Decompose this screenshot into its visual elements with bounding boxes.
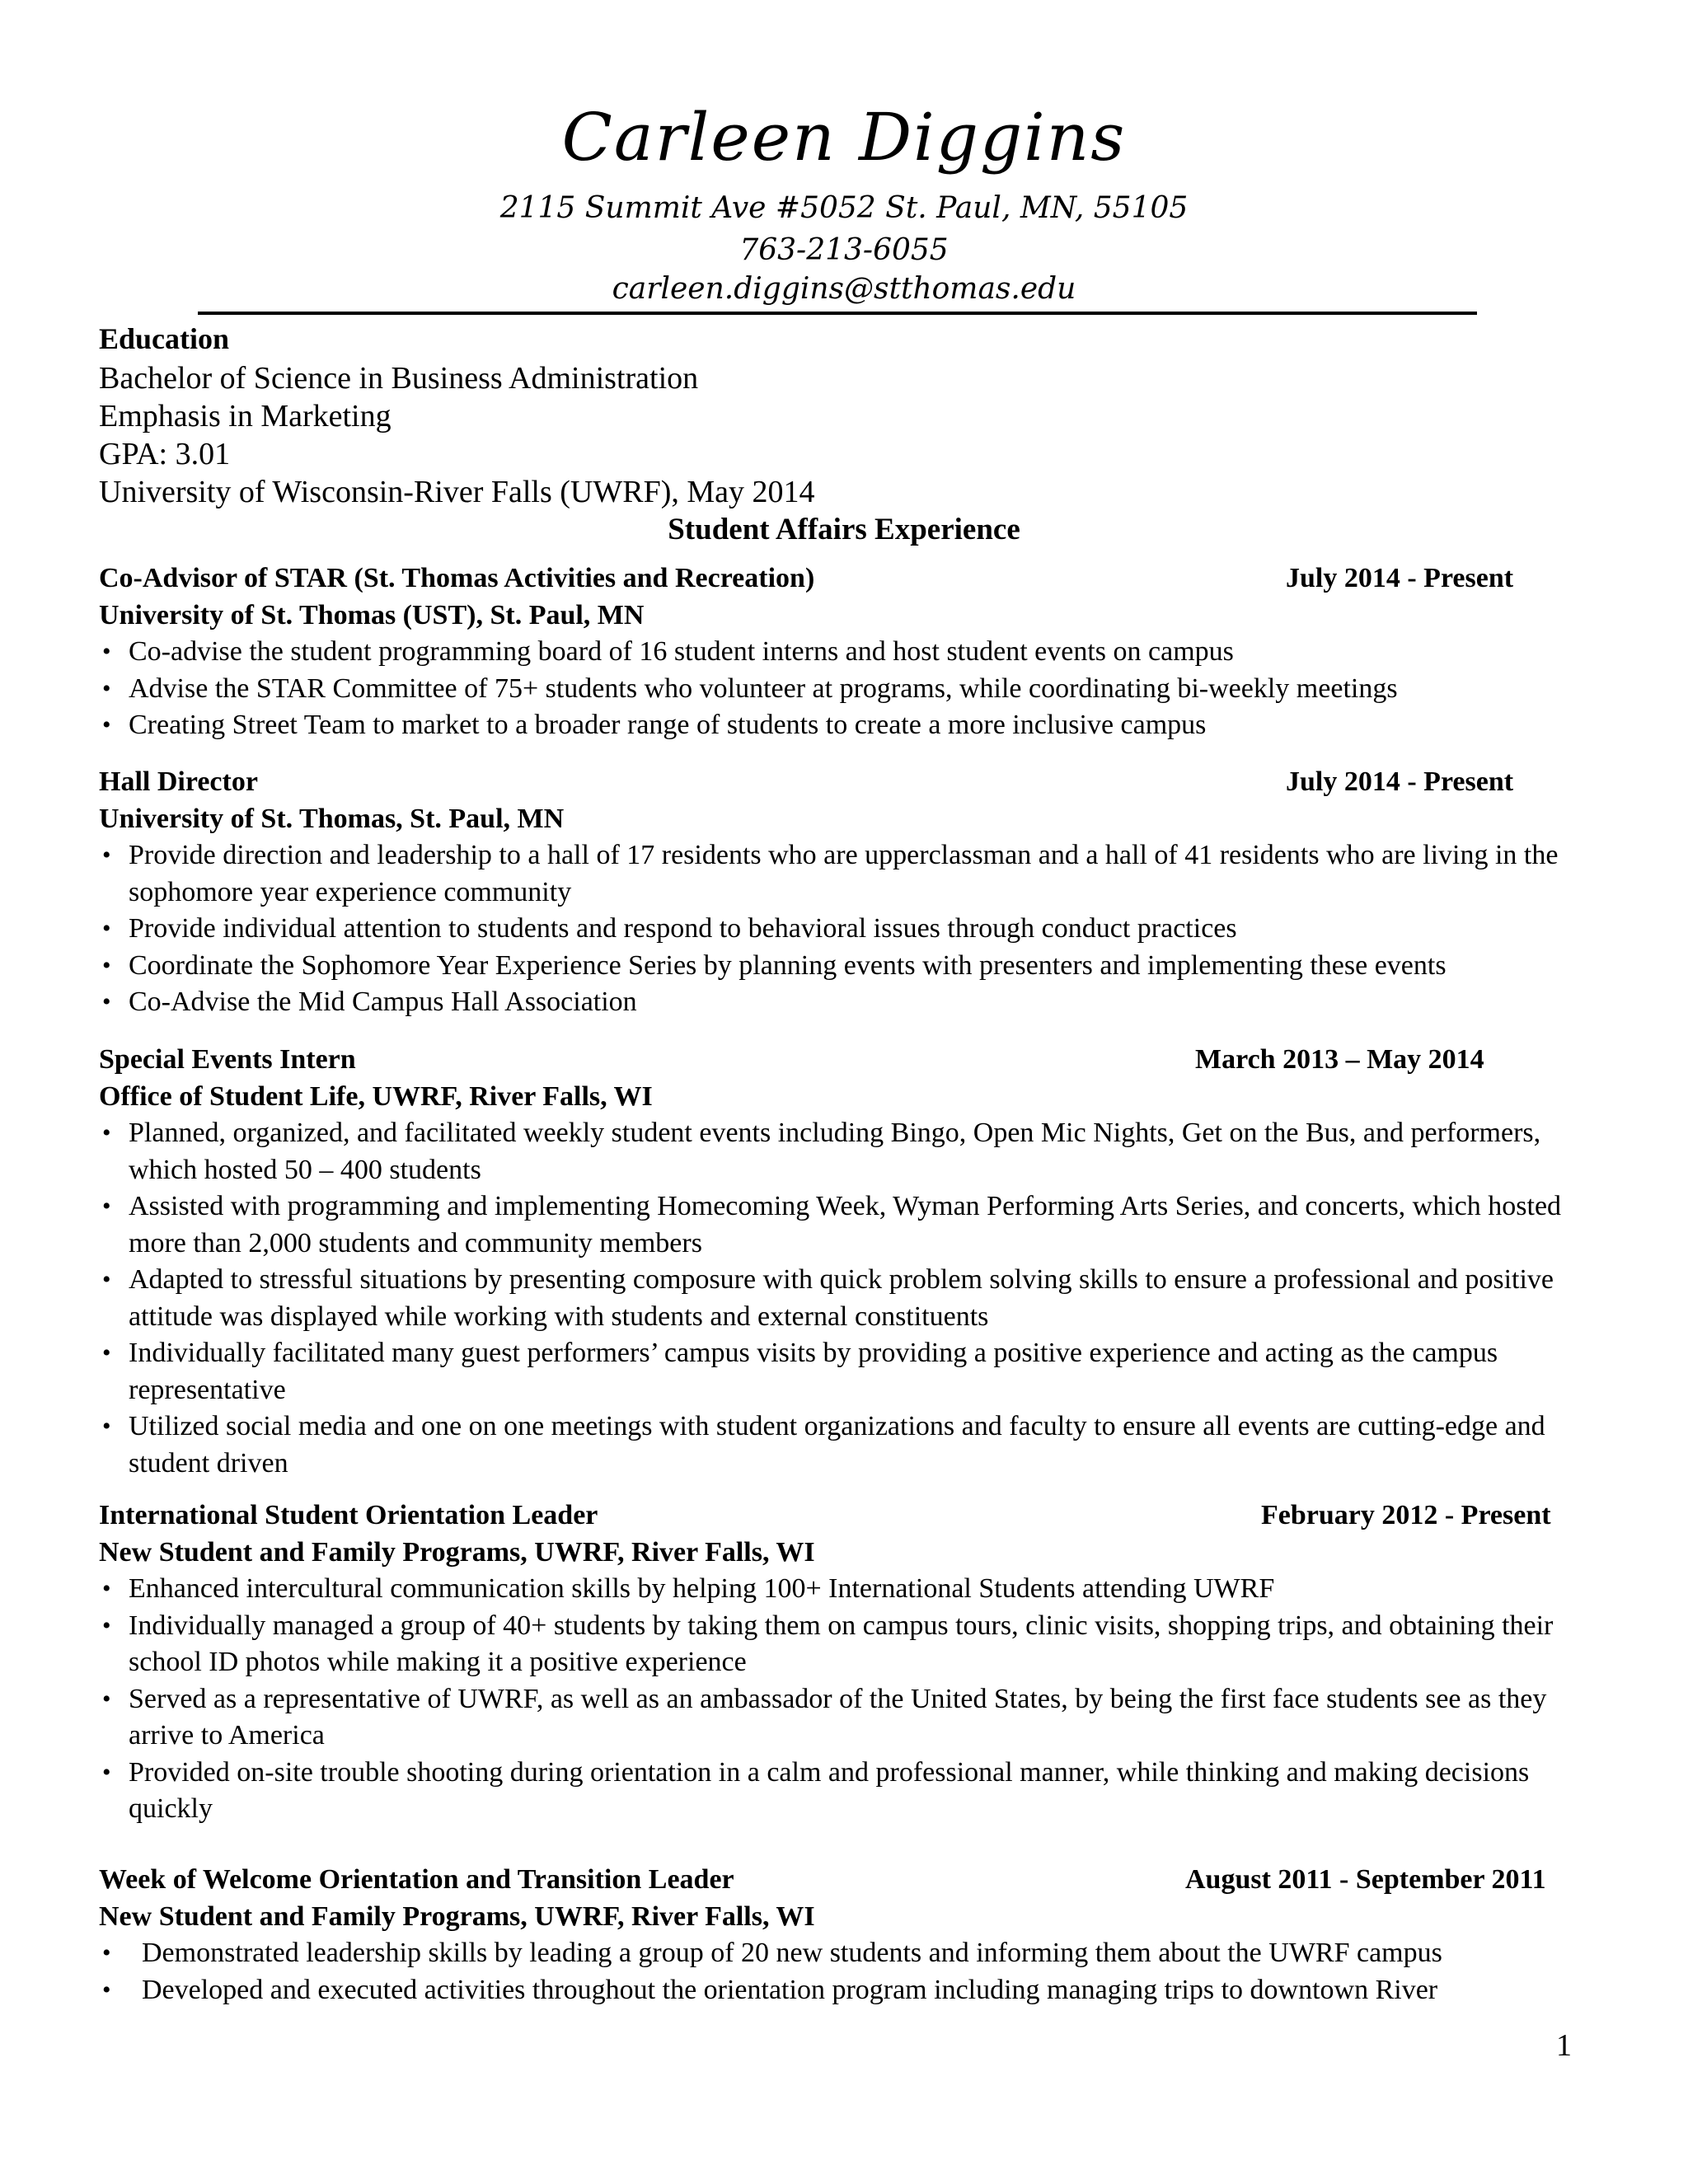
job-bullets	[99, 1935, 1582, 2008]
bullet-item: • Adapted to stressful situations by presenting composure with quick problem solving skills to ensure a professional and positive attitude was displayed while working with students and external constituents	[99, 1262, 1587, 1335]
job-entry	[99, 1864, 1582, 2008]
bullet-item: • Provide individual attention to students and respond to behavioral issues through conduct practices	[99, 911, 1587, 948]
education-gpa: GPA: 3.01	[99, 437, 231, 471]
bullet-icon: •	[102, 1193, 111, 1220]
job-title: Week of Welcome Orientation and Transition Leader	[99, 1864, 734, 1895]
job-bullets	[99, 634, 1582, 744]
bullet-item: • Planned, organized, and facilitated weekly student events including Bingo, Open Mic Nights, Get on the Bus, and performers, which hosted 50 – 400 students	[99, 1115, 1587, 1188]
page-number: 1	[1556, 2028, 1572, 2063]
bullet-icon: •	[102, 1266, 111, 1293]
bullet-item: • Utilized social media and one on one meetings with student organizations and faculty to ensure all events are cutting-edge and student driven	[99, 1408, 1587, 1482]
bullet-icon: •	[102, 1975, 111, 2004]
bullet-icon: •	[102, 915, 111, 942]
job-bullets	[99, 1115, 1582, 1482]
candidate-name: Carleen Diggins	[561, 99, 1127, 176]
job-dates: March 2013 – May 2014	[1195, 1044, 1484, 1075]
bullet-item: • Developed and executed activities throughout the orientation program including managing trips to downtown River	[99, 1972, 1601, 2009]
job-entry	[99, 1500, 1582, 1828]
bullet-item: • Individually facilitated many guest performers’ campus visits by providing a positive experience and acting as the campus representative	[99, 1335, 1587, 1408]
bullet-item: • Served as a representative of UWRF, as well as an ambassador of the United States, by being the first face students see as they arrive to America	[99, 1681, 1587, 1755]
job-bullets	[99, 1571, 1582, 1828]
bullet-icon: •	[102, 1685, 111, 1713]
bullet-icon: •	[102, 841, 111, 869]
job-title: International Student Orientation Leader	[99, 1500, 598, 1530]
bullet-icon: •	[102, 951, 111, 979]
education-heading: Education	[99, 322, 230, 355]
bullet-item: • Individually managed a group of 40+ students by taking them on campus tours, clinic visits, shopping trips, and obtaining their school ID photos while making it a positive experience	[99, 1608, 1587, 1681]
bullet-icon: •	[102, 1939, 111, 1966]
job-bullets	[99, 837, 1582, 1021]
education-degree: Bachelor of Science in Business Administration	[99, 361, 699, 396]
bullet-item: • Provided on-site trouble shooting during orientation in a calm and professional manner, while thinking and making decisions quickly	[99, 1755, 1587, 1828]
job-entry	[99, 766, 1582, 1021]
job-organization: New Student and Family Programs, UWRF, River Falls, WI	[99, 1537, 815, 1568]
job-organization: University of St. Thomas, St. Paul, MN	[99, 804, 565, 834]
bullet-item: • Enhanced intercultural communication skills by helping 100+ International Students attending UWRF	[99, 1571, 1587, 1608]
education-emphasis: Emphasis in Marketing	[99, 399, 392, 434]
job-organization: University of St. Thomas (UST), St. Paul, MN	[99, 600, 645, 630]
email-address[interactable]: carleen.diggins@stthomas.edu	[612, 272, 1076, 306]
bullet-item: • Coordinate the Sophomore Year Experience Series by planning events with presenters and implementing these events	[99, 948, 1587, 985]
job-entry	[99, 563, 1582, 744]
bullet-icon: •	[102, 1413, 111, 1440]
bullet-icon: •	[102, 711, 111, 738]
address: 2115 Summit Ave #5052 St. Paul, MN, 55105	[499, 191, 1189, 225]
bullet-icon: •	[102, 1119, 111, 1146]
bullet-icon: •	[102, 1758, 111, 1786]
job-organization: New Student and Family Programs, UWRF, River Falls, WI	[99, 1901, 815, 1932]
job-organization: Office of Student Life, UWRF, River Falls, WI	[99, 1081, 653, 1112]
job-title: Special Events Intern	[99, 1044, 356, 1075]
experience-heading: Student Affairs Experience	[668, 513, 1020, 546]
job-title: Co-Advisor of STAR (St. Thomas Activities and Recreation)	[99, 563, 815, 593]
bullet-item: • Assisted with programming and implementing Homecoming Week, Wyman Performing Arts Series, and concerts, which hosted more than 2,000 students and community members	[99, 1188, 1587, 1262]
job-title: Hall Director	[99, 766, 258, 797]
job-entry	[99, 1044, 1582, 1482]
bullet-item: • Co-advise the student programming board of 16 student interns and host student events on campus	[99, 634, 1587, 671]
job-dates: July 2014 - Present	[1286, 563, 1514, 593]
bullet-item: • Co-Advise the Mid Campus Hall Association	[99, 984, 1587, 1021]
bullet-item: • Creating Street Team to market to a broader range of students to create a more inclusive campus	[99, 707, 1587, 744]
bullet-icon: •	[102, 1611, 111, 1639]
education-school: University of Wisconsin-River Falls (UWRF), May 2014	[99, 475, 815, 509]
bullet-icon: •	[102, 638, 111, 665]
bullet-icon: •	[102, 1339, 111, 1366]
bullet-item: • Provide direction and leadership to a hall of 17 residents who are upperclassman and a hall of 41 residents who are living in the sophomore year experience community	[99, 837, 1587, 911]
job-dates: February 2012 - Present	[1261, 1500, 1551, 1530]
phone-number: 763-213-6055	[739, 233, 949, 267]
job-dates: August 2011 - September 2011	[1185, 1864, 1546, 1895]
job-dates: July 2014 - Present	[1286, 766, 1514, 797]
bullet-item: • Demonstrated leadership skills by leading a group of 20 new students and informing them about the UWRF campus	[99, 1935, 1601, 1972]
bullet-icon: •	[102, 1575, 111, 1602]
bullet-icon: •	[102, 988, 111, 1015]
bullet-icon: •	[102, 674, 111, 702]
bullet-item: • Advise the STAR Committee of 75+ students who volunteer at programs, while coordinating bi-weekly meetings	[99, 671, 1587, 708]
header-divider	[198, 312, 1477, 315]
